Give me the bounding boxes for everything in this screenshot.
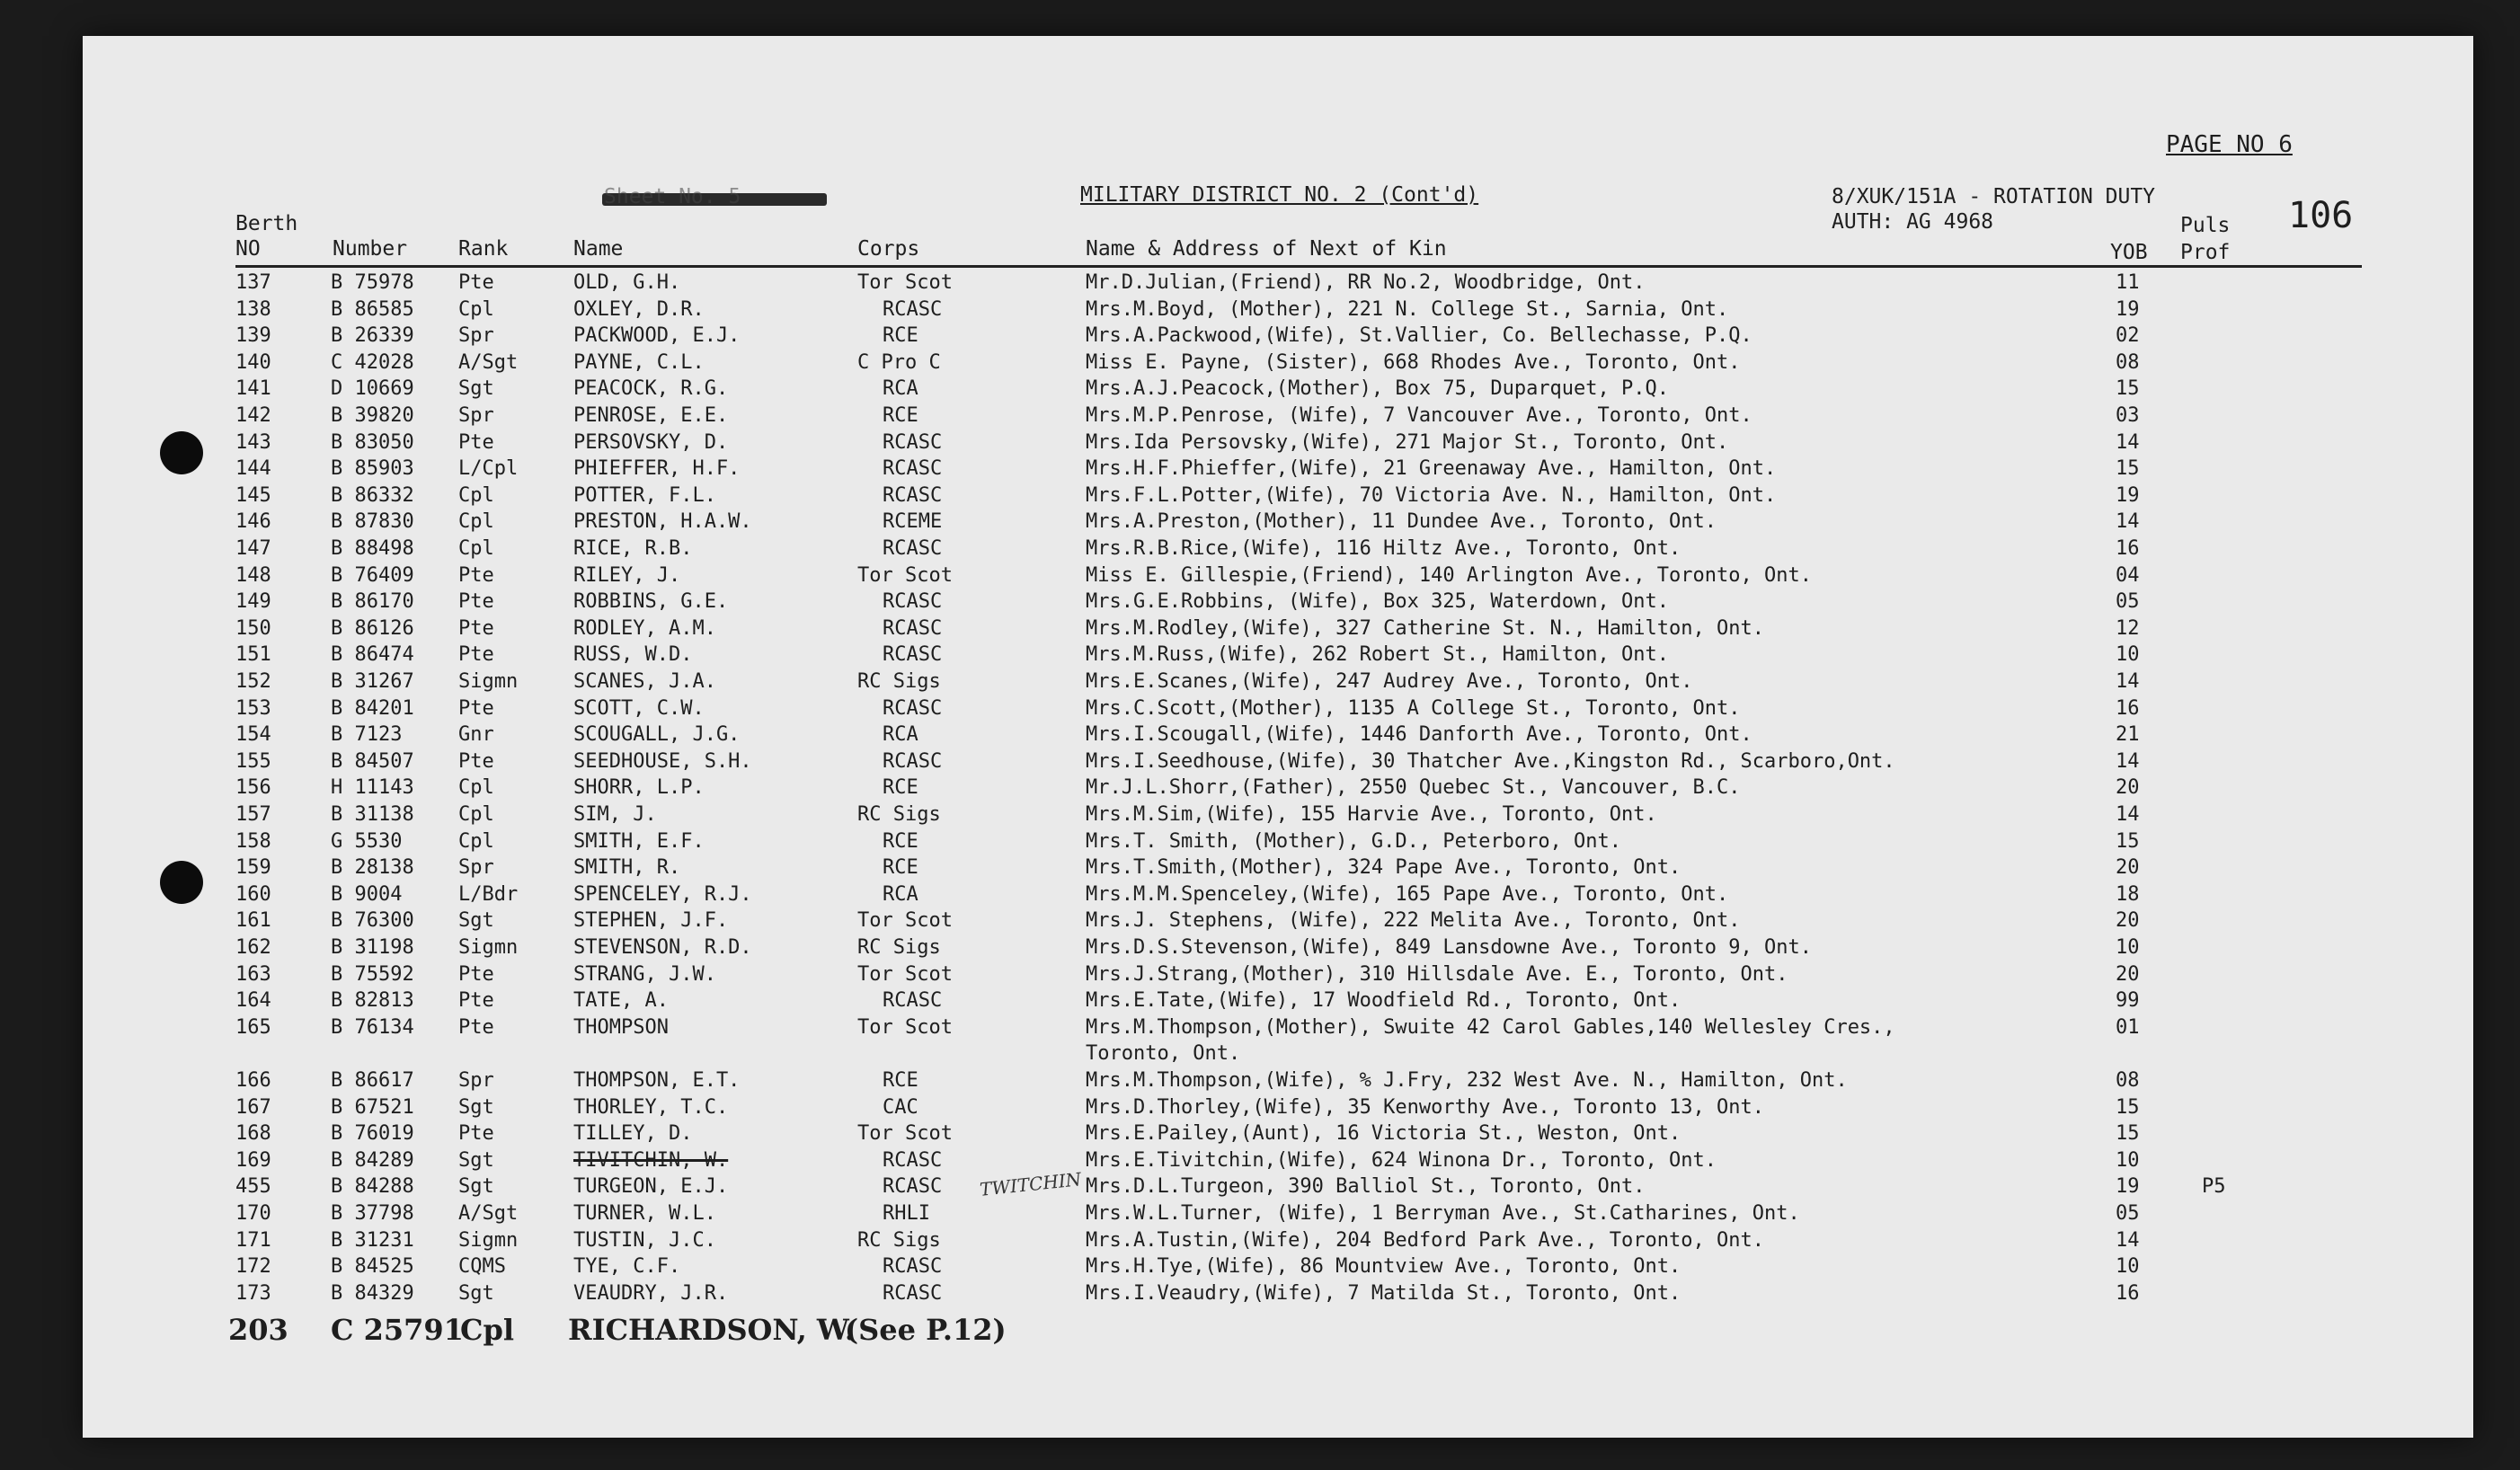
cell-corps: RCASC — [883, 989, 943, 1012]
cell-yob: 15 — [2116, 1122, 2140, 1145]
cell-next-of-kin: Mrs.J.Strang,(Mother), 310 Hillsdale Ave. E., Toronto, Ont. — [1086, 963, 1788, 986]
cell-next-of-kin: Mrs.M.Rodley,(Wife), 327 Catherine St. N., Hamilton, Ont. — [1086, 617, 1764, 640]
cell-rank: Sgt — [458, 377, 494, 400]
cell-corps: RCE — [883, 324, 918, 347]
cell-yob: 14 — [2116, 750, 2140, 773]
cell-yob: 15 — [2116, 377, 2140, 400]
hw-rank: Cpl — [460, 1313, 514, 1347]
cell-corps: RCA — [883, 723, 918, 746]
cell-name: STEVENSON, R.D. — [573, 936, 752, 959]
cell-next-of-kin: Mrs.M.Sim,(Wife), 155 Harvie Ave., Toronto, Ont. — [1086, 803, 1657, 826]
cell-number: B 83050 — [331, 431, 414, 454]
cell-next-of-kin: Mrs.G.E.Robbins, (Wife), Box 325, Waterdown, Ont. — [1086, 590, 1670, 613]
cell-next-of-kin: Mrs.D.L.Turgeon, 390 Balliol St., Toronto, Ont. — [1086, 1175, 1646, 1198]
cell-next-of-kin: Mr.D.Julian,(Friend), RR No.2, Woodbridge, Ont. — [1086, 271, 1646, 294]
cell-next-of-kin: Mrs.E.Tate,(Wife), 17 Woodfield Rd., Toronto, Ont. — [1086, 989, 1681, 1012]
cell-rank: Sigmn — [458, 936, 519, 959]
cell-rank: Sgt — [458, 1096, 494, 1119]
cell-berth: 142 — [235, 404, 271, 427]
cell-corps: RCASC — [883, 484, 943, 507]
cell-name: TIVITCHIN, W. — [573, 1149, 729, 1172]
cell-yob: 14 — [2116, 1229, 2140, 1252]
cell-name: THOMPSON, E.T. — [573, 1069, 741, 1092]
cell-name: SCOTT, C.W. — [573, 697, 705, 720]
cell-name: POTTER, F.L. — [573, 484, 716, 507]
cell-berth: 138 — [235, 298, 271, 321]
cell-corps: RCASC — [883, 750, 943, 773]
cell-berth: 166 — [235, 1069, 271, 1092]
cell-berth: 156 — [235, 776, 271, 799]
cell-rank: Gnr — [458, 723, 494, 746]
col-rank: Rank — [458, 237, 509, 261]
cell-corps: RCASC — [883, 1255, 943, 1278]
cell-name: ROBBINS, G.E. — [573, 590, 729, 613]
cell-yob: 19 — [2116, 1175, 2140, 1198]
cell-rank: A/Sgt — [458, 1202, 519, 1225]
cell-yob: 10 — [2116, 1255, 2140, 1278]
cell-berth: 173 — [235, 1282, 271, 1305]
cell-number: B 39820 — [331, 404, 414, 427]
cell-rank: Pte — [458, 963, 494, 986]
cell-number: B 7123 — [331, 723, 403, 746]
cell-number: B 88498 — [331, 537, 414, 560]
cell-number: B 75978 — [331, 271, 414, 294]
cell-berth: 141 — [235, 377, 271, 400]
cell-next-of-kin: Mrs.W.L.Turner, (Wife), 1 Berryman Ave., St.Catharines, Ont. — [1086, 1202, 1800, 1225]
cell-yob: 18 — [2116, 883, 2140, 906]
cell-yob: 15 — [2116, 830, 2140, 853]
binder-hole-bottom — [160, 861, 203, 904]
cell-number: B 76134 — [331, 1016, 414, 1039]
hw-name: RICHARDSON, W. — [568, 1313, 855, 1347]
cell-next-of-kin: Miss E. Gillespie,(Friend), 140 Arlington Ave., Toronto, Ont. — [1086, 564, 1812, 587]
cell-name: PERSOVSKY, D. — [573, 431, 729, 454]
cell-yob: 14 — [2116, 803, 2140, 826]
cell-next-of-kin: Mrs.M.Thompson,(Wife), % J.Fry, 232 West Ave. N., Hamilton, Ont. — [1086, 1069, 1848, 1092]
cell-number: B 9004 — [331, 883, 403, 906]
cell-puls: P5 — [2202, 1175, 2226, 1198]
cell-name: RODLEY, A.M. — [573, 617, 716, 640]
cell-next-of-kin: Mrs.E.Pailey,(Aunt), 16 Victoria St., Weston, Ont. — [1086, 1122, 1681, 1145]
cell-next-of-kin: Mrs.J. Stephens, (Wife), 222 Melita Ave., Toronto, Ont. — [1086, 909, 1741, 932]
cell-yob: 14 — [2116, 431, 2140, 454]
cell-yob: 10 — [2116, 936, 2140, 959]
cell-corps: RCEME — [883, 510, 943, 533]
cell-yob: 10 — [2116, 643, 2140, 666]
cell-name: SIM, J. — [573, 803, 657, 826]
cell-rank: Cpl — [458, 803, 494, 826]
cell-corps: RC Sigs — [857, 670, 941, 693]
cell-number: B 67521 — [331, 1096, 414, 1119]
cell-number: B 86617 — [331, 1069, 414, 1092]
cell-next-of-kin: Mrs.H.F.Phieffer,(Wife), 21 Greenaway Ave., Hamilton, Ont. — [1086, 457, 1777, 480]
cell-berth: 164 — [235, 989, 271, 1012]
cell-next-of-kin: Mrs.M.Thompson,(Mother), Swuite 42 Carol Gables,140 Wellesley Cres., — [1086, 1016, 1895, 1039]
cell-next-of-kin: Mrs.M.Boyd, (Mother), 221 N. College St., Sarnia, Ont. — [1086, 298, 1729, 321]
cell-rank: Cpl — [458, 484, 494, 507]
col-number: Number — [333, 237, 408, 261]
cell-number: B 86332 — [331, 484, 414, 507]
cell-name: OLD, G.H. — [573, 271, 681, 294]
cell-rank: Pte — [458, 989, 494, 1012]
cell-rank: Pte — [458, 643, 494, 666]
cell-next-of-kin: Mrs.M.Russ,(Wife), 262 Robert St., Hamilton, Ont. — [1086, 643, 1670, 666]
cell-yob: 20 — [2116, 963, 2140, 986]
header-rule — [235, 265, 2362, 268]
col-puls-bottom: Prof — [2180, 241, 2231, 264]
cell-berth: 146 — [235, 510, 271, 533]
cell-number: B 84289 — [331, 1149, 414, 1172]
cell-name: PENROSE, E.E. — [573, 404, 729, 427]
cell-rank: Pte — [458, 590, 494, 613]
cell-name: STEPHEN, J.F. — [573, 909, 729, 932]
cell-yob: 16 — [2116, 1282, 2140, 1305]
cell-name: OXLEY, D.R. — [573, 298, 705, 321]
cell-name: SCOUGALL, J.G. — [573, 723, 741, 746]
cell-berth: 154 — [235, 723, 271, 746]
cell-corps: RCA — [883, 883, 918, 906]
cell-yob: 04 — [2116, 564, 2140, 587]
cell-number: B 84525 — [331, 1255, 414, 1278]
cell-corps: C Pro C — [857, 351, 941, 374]
authority-line-1: 8/XUK/151A - ROTATION DUTY — [1832, 185, 2156, 208]
cell-yob: 01 — [2116, 1016, 2140, 1039]
cell-number: H 11143 — [331, 776, 414, 799]
cell-rank: Spr — [458, 856, 494, 879]
cell-name: SMITH, E.F. — [573, 830, 705, 853]
cell-corps: RHLI — [883, 1202, 930, 1225]
cell-corps: RCASC — [883, 431, 943, 454]
cell-name: VEAUDRY, J.R. — [573, 1282, 729, 1305]
cell-rank: Pte — [458, 1122, 494, 1145]
hw-berth: 203 — [228, 1313, 288, 1347]
cell-rank: Sgt — [458, 1175, 494, 1198]
cell-number: B 84507 — [331, 750, 414, 773]
district-title: MILITARY DISTRICT NO. 2 (Cont'd) — [1080, 183, 1479, 207]
cell-yob: 05 — [2116, 1202, 2140, 1225]
cell-berth: 161 — [235, 909, 271, 932]
cell-rank: Pte — [458, 1016, 494, 1039]
cell-name: RUSS, W.D. — [573, 643, 693, 666]
cell-name: TATE, A. — [573, 989, 669, 1012]
cell-rank: Cpl — [458, 510, 494, 533]
cell-next-of-kin: Mrs.I.Veaudry,(Wife), 7 Matilda St., Toronto, Ont. — [1086, 1282, 1681, 1305]
cell-next-of-kin: Mrs.T.Smith,(Mother), 324 Pape Ave., Toronto, Ont. — [1086, 856, 1681, 879]
stamp-number: 106 — [2288, 195, 2354, 236]
cell-yob: 14 — [2116, 670, 2140, 693]
cell-berth: 160 — [235, 883, 271, 906]
cell-rank: Cpl — [458, 830, 494, 853]
cell-number: B 76409 — [331, 564, 414, 587]
cell-name: THORLEY, T.C. — [573, 1096, 729, 1119]
cell-next-of-kin: Mr.J.L.Shorr,(Father), 2550 Quebec St., Vancouver, B.C. — [1086, 776, 1741, 799]
cell-berth: 167 — [235, 1096, 271, 1119]
cell-berth: 152 — [235, 670, 271, 693]
cell-berth: 171 — [235, 1229, 271, 1252]
cell-number: B 28138 — [331, 856, 414, 879]
cell-rank: L/Bdr — [458, 883, 519, 906]
cell-yob: 02 — [2116, 324, 2140, 347]
cell-number: D 10669 — [331, 377, 414, 400]
cell-berth: 148 — [235, 564, 271, 587]
cell-next-of-kin: Mrs.A.Tustin,(Wife), 204 Bedford Park Ave., Toronto, Ont. — [1086, 1229, 1764, 1252]
col-berth-bottom: NO — [235, 237, 261, 261]
cell-berth: 153 — [235, 697, 271, 720]
cell-number: B 75592 — [331, 963, 414, 986]
cell-corps: Tor Scot — [857, 271, 953, 294]
cell-berth: 158 — [235, 830, 271, 853]
cell-next-of-kin: Mrs.E.Scanes,(Wife), 247 Audrey Ave., Toronto, Ont. — [1086, 670, 1693, 693]
cell-next-of-kin: Mrs.D.S.Stevenson,(Wife), 849 Lansdowne Ave., Toronto 9, Ont. — [1086, 936, 1812, 959]
cell-corps: RCASC — [883, 537, 943, 560]
cell-next-of-kin-cont: Toronto, Ont. — [1086, 1042, 1241, 1065]
cell-rank: L/Cpl — [458, 457, 519, 480]
cell-corps: RCASC — [883, 643, 943, 666]
cell-berth: 144 — [235, 457, 271, 480]
cell-corps: RCE — [883, 856, 918, 879]
cell-corps: RC Sigs — [857, 936, 941, 959]
cell-name: PACKWOOD, E.J. — [573, 324, 741, 347]
cell-name: PAYNE, C.L. — [573, 351, 705, 374]
cell-name: SMITH, R. — [573, 856, 681, 879]
cell-berth: 151 — [235, 643, 271, 666]
cell-corps: RCA — [883, 377, 918, 400]
cell-yob: 11 — [2116, 271, 2140, 294]
cell-corps: RC Sigs — [857, 1229, 941, 1252]
cell-berth: 170 — [235, 1202, 271, 1225]
binder-hole-top — [160, 431, 203, 474]
cell-rank: Spr — [458, 324, 494, 347]
cell-rank: Sgt — [458, 1282, 494, 1305]
cell-yob: 08 — [2116, 351, 2140, 374]
cell-rank: Sigmn — [458, 670, 519, 693]
cell-berth: 157 — [235, 803, 271, 826]
cell-next-of-kin: Mrs.F.L.Potter,(Wife), 70 Victoria Ave. N., Hamilton, Ont. — [1086, 484, 1777, 507]
cell-number: B 84329 — [331, 1282, 414, 1305]
page-number: PAGE NO 6 — [2166, 131, 2293, 158]
col-berth-top: Berth — [235, 212, 298, 235]
cell-name: TUSTIN, J.C. — [573, 1229, 716, 1252]
hw-note: (See P.12) — [845, 1313, 1007, 1347]
cell-rank: Pte — [458, 750, 494, 773]
cell-number: B 86126 — [331, 617, 414, 640]
cell-name: SCANES, J.A. — [573, 670, 716, 693]
cell-rank: Cpl — [458, 537, 494, 560]
cell-yob: 08 — [2116, 1069, 2140, 1092]
cell-berth: 155 — [235, 750, 271, 773]
cell-corps: RCASC — [883, 697, 943, 720]
cell-next-of-kin: Mrs.M.M.Spenceley,(Wife), 165 Pape Ave., Toronto, Ont. — [1086, 883, 1729, 906]
cell-corps: Tor Scot — [857, 1122, 953, 1145]
cell-corps: RCASC — [883, 590, 943, 613]
cell-berth: 455 — [235, 1175, 271, 1198]
cell-next-of-kin: Mrs.A.Packwood,(Wife), St.Vallier, Co. Bellechasse, P.Q. — [1086, 324, 1752, 347]
cell-next-of-kin: Mrs.A.J.Peacock,(Mother), Box 75, Duparquet, P.Q. — [1086, 377, 1670, 400]
cell-corps: Tor Scot — [857, 1016, 953, 1039]
cell-berth: 169 — [235, 1149, 271, 1172]
cell-next-of-kin: Mrs.I.Scougall,(Wife), 1446 Danforth Ave., Toronto, Ont. — [1086, 723, 1752, 746]
col-corps: Corps — [857, 237, 920, 261]
cell-number: B 76300 — [331, 909, 414, 932]
cell-number: B 86585 — [331, 298, 414, 321]
col-puls-top: Puls — [2180, 214, 2231, 237]
cell-rank: Sgt — [458, 909, 494, 932]
cell-number: B 87830 — [331, 510, 414, 533]
cell-yob: 03 — [2116, 404, 2140, 427]
cell-corps: RCE — [883, 776, 918, 799]
hw-number: C 25791 — [331, 1313, 464, 1347]
col-yob: YOB — [2110, 241, 2148, 264]
cell-yob: 15 — [2116, 457, 2140, 480]
cell-corps: RCASC — [883, 457, 943, 480]
cell-berth: 159 — [235, 856, 271, 879]
cell-name: RILEY, J. — [573, 564, 681, 587]
cell-yob: 15 — [2116, 1096, 2140, 1119]
cell-number: B 84201 — [331, 697, 414, 720]
cell-rank: Pte — [458, 431, 494, 454]
cell-berth: 145 — [235, 484, 271, 507]
cell-berth: 150 — [235, 617, 271, 640]
cell-rank: A/Sgt — [458, 351, 519, 374]
cell-yob: 20 — [2116, 909, 2140, 932]
cell-corps: RCE — [883, 1069, 918, 1092]
cell-next-of-kin: Mrs.M.P.Penrose, (Wife), 7 Vancouver Ave., Toronto, Ont. — [1086, 404, 1752, 427]
cell-yob: 19 — [2116, 484, 2140, 507]
pen-correction: TWITCHIN — [979, 1168, 1083, 1200]
cell-name: TURGEON, E.J. — [573, 1175, 729, 1198]
cell-name: TILLEY, D. — [573, 1122, 693, 1145]
cell-berth: 140 — [235, 351, 271, 374]
cell-next-of-kin: Mrs.E.Tivitchin,(Wife), 624 Winona Dr., Toronto, Ont. — [1086, 1149, 1717, 1172]
cell-yob: 99 — [2116, 989, 2140, 1012]
cell-corps: RCASC — [883, 1282, 943, 1305]
cell-rank: Sigmn — [458, 1229, 519, 1252]
cell-corps: RCE — [883, 404, 918, 427]
cell-yob: 14 — [2116, 510, 2140, 533]
cell-berth: 147 — [235, 537, 271, 560]
cell-number: B 31198 — [331, 936, 414, 959]
cell-berth: 139 — [235, 324, 271, 347]
cell-corps: CAC — [883, 1096, 918, 1119]
cell-name: SPENCELEY, R.J. — [573, 883, 752, 906]
cell-number: C 42028 — [331, 351, 414, 374]
cell-corps: Tor Scot — [857, 564, 953, 587]
cell-next-of-kin: Mrs.H.Tye,(Wife), 86 Mountview Ave., Toronto, Ont. — [1086, 1255, 1681, 1278]
cell-berth: 168 — [235, 1122, 271, 1145]
cell-next-of-kin: Mrs.T. Smith, (Mother), G.D., Peterboro, Ont. — [1086, 830, 1622, 853]
cell-next-of-kin: Mrs.D.Thorley,(Wife), 35 Kenworthy Ave., Toronto 13, Ont. — [1086, 1096, 1764, 1119]
cell-name: PEACOCK, R.G. — [573, 377, 729, 400]
cell-number: B 86170 — [331, 590, 414, 613]
cell-name: PRESTON, H.A.W. — [573, 510, 752, 533]
cell-yob: 10 — [2116, 1149, 2140, 1172]
cell-number: B 37798 — [331, 1202, 414, 1225]
document-sheet — [83, 36, 2473, 1438]
cell-berth: 165 — [235, 1016, 271, 1039]
cell-berth: 172 — [235, 1255, 271, 1278]
cell-corps: RCASC — [883, 617, 943, 640]
cell-number: B 86474 — [331, 643, 414, 666]
cell-yob: 05 — [2116, 590, 2140, 613]
cell-next-of-kin: Mrs.R.B.Rice,(Wife), 116 Hiltz Ave., Toronto, Ont. — [1086, 537, 1681, 560]
cell-rank: Spr — [458, 404, 494, 427]
cell-rank: Pte — [458, 617, 494, 640]
cell-next-of-kin: Mrs.Ida Persovsky,(Wife), 271 Major St., Toronto, Ont. — [1086, 431, 1729, 454]
cell-name: SHORR, L.P. — [573, 776, 705, 799]
cell-yob: 20 — [2116, 856, 2140, 879]
cell-next-of-kin: Mrs.I.Seedhouse,(Wife), 30 Thatcher Ave.,Kingston Rd., Scarboro,Ont. — [1086, 750, 1895, 773]
col-next-of-kin: Name & Address of Next of Kin — [1086, 237, 1447, 261]
cell-yob: 19 — [2116, 298, 2140, 321]
cell-berth: 143 — [235, 431, 271, 454]
cell-name: STRANG, J.W. — [573, 963, 716, 986]
cell-next-of-kin: Mrs.C.Scott,(Mother), 1135 A College St., Toronto, Ont. — [1086, 697, 1741, 720]
cell-name: PHIEFFER, H.F. — [573, 457, 741, 480]
cell-rank: CQMS — [458, 1255, 506, 1278]
cell-yob: 20 — [2116, 776, 2140, 799]
cell-next-of-kin: Miss E. Payne, (Sister), 668 Rhodes Ave., Toronto, Ont. — [1086, 351, 1741, 374]
cell-name: SEEDHOUSE, S.H. — [573, 750, 752, 773]
cell-corps: RCASC — [883, 298, 943, 321]
cell-number: B 31138 — [331, 803, 414, 826]
cell-number: G 5530 — [331, 830, 403, 853]
col-name: Name — [573, 237, 624, 261]
cell-corps: Tor Scot — [857, 963, 953, 986]
cell-berth: 149 — [235, 590, 271, 613]
cell-corps: Tor Scot — [857, 909, 953, 932]
cell-next-of-kin: Mrs.A.Preston,(Mother), 11 Dundee Ave., Toronto, Ont. — [1086, 510, 1717, 533]
cell-yob: 21 — [2116, 723, 2140, 746]
cell-rank: Pte — [458, 697, 494, 720]
cell-number: B 26339 — [331, 324, 414, 347]
cell-number: B 85903 — [331, 457, 414, 480]
cell-corps: RCE — [883, 830, 918, 853]
cell-rank: Sgt — [458, 1149, 494, 1172]
cell-berth: 137 — [235, 271, 271, 294]
authority-line-2: AUTH: AG 4968 — [1832, 210, 1994, 234]
cell-berth: 162 — [235, 936, 271, 959]
cell-corps: RCASC — [883, 1175, 943, 1198]
sheet-number: Sheet No. 5 — [604, 185, 741, 208]
cell-yob: 12 — [2116, 617, 2140, 640]
cell-rank: Spr — [458, 1069, 494, 1092]
cell-rank: Pte — [458, 564, 494, 587]
cell-rank: Cpl — [458, 776, 494, 799]
cell-yob: 16 — [2116, 697, 2140, 720]
cell-berth: 163 — [235, 963, 271, 986]
cell-number: B 84288 — [331, 1175, 414, 1198]
cell-corps: RCASC — [883, 1149, 943, 1172]
cell-number: B 82813 — [331, 989, 414, 1012]
cell-name: TURNER, W.L. — [573, 1202, 716, 1225]
cell-yob: 16 — [2116, 537, 2140, 560]
cell-rank: Cpl — [458, 298, 494, 321]
cell-name: RICE, R.B. — [573, 537, 693, 560]
cell-corps: RC Sigs — [857, 803, 941, 826]
cell-number: B 31231 — [331, 1229, 414, 1252]
cell-number: B 76019 — [331, 1122, 414, 1145]
cell-rank: Pte — [458, 271, 494, 294]
cell-name: TYE, C.F. — [573, 1255, 681, 1278]
cell-number: B 31267 — [331, 670, 414, 693]
cell-name: THOMPSON — [573, 1016, 669, 1039]
